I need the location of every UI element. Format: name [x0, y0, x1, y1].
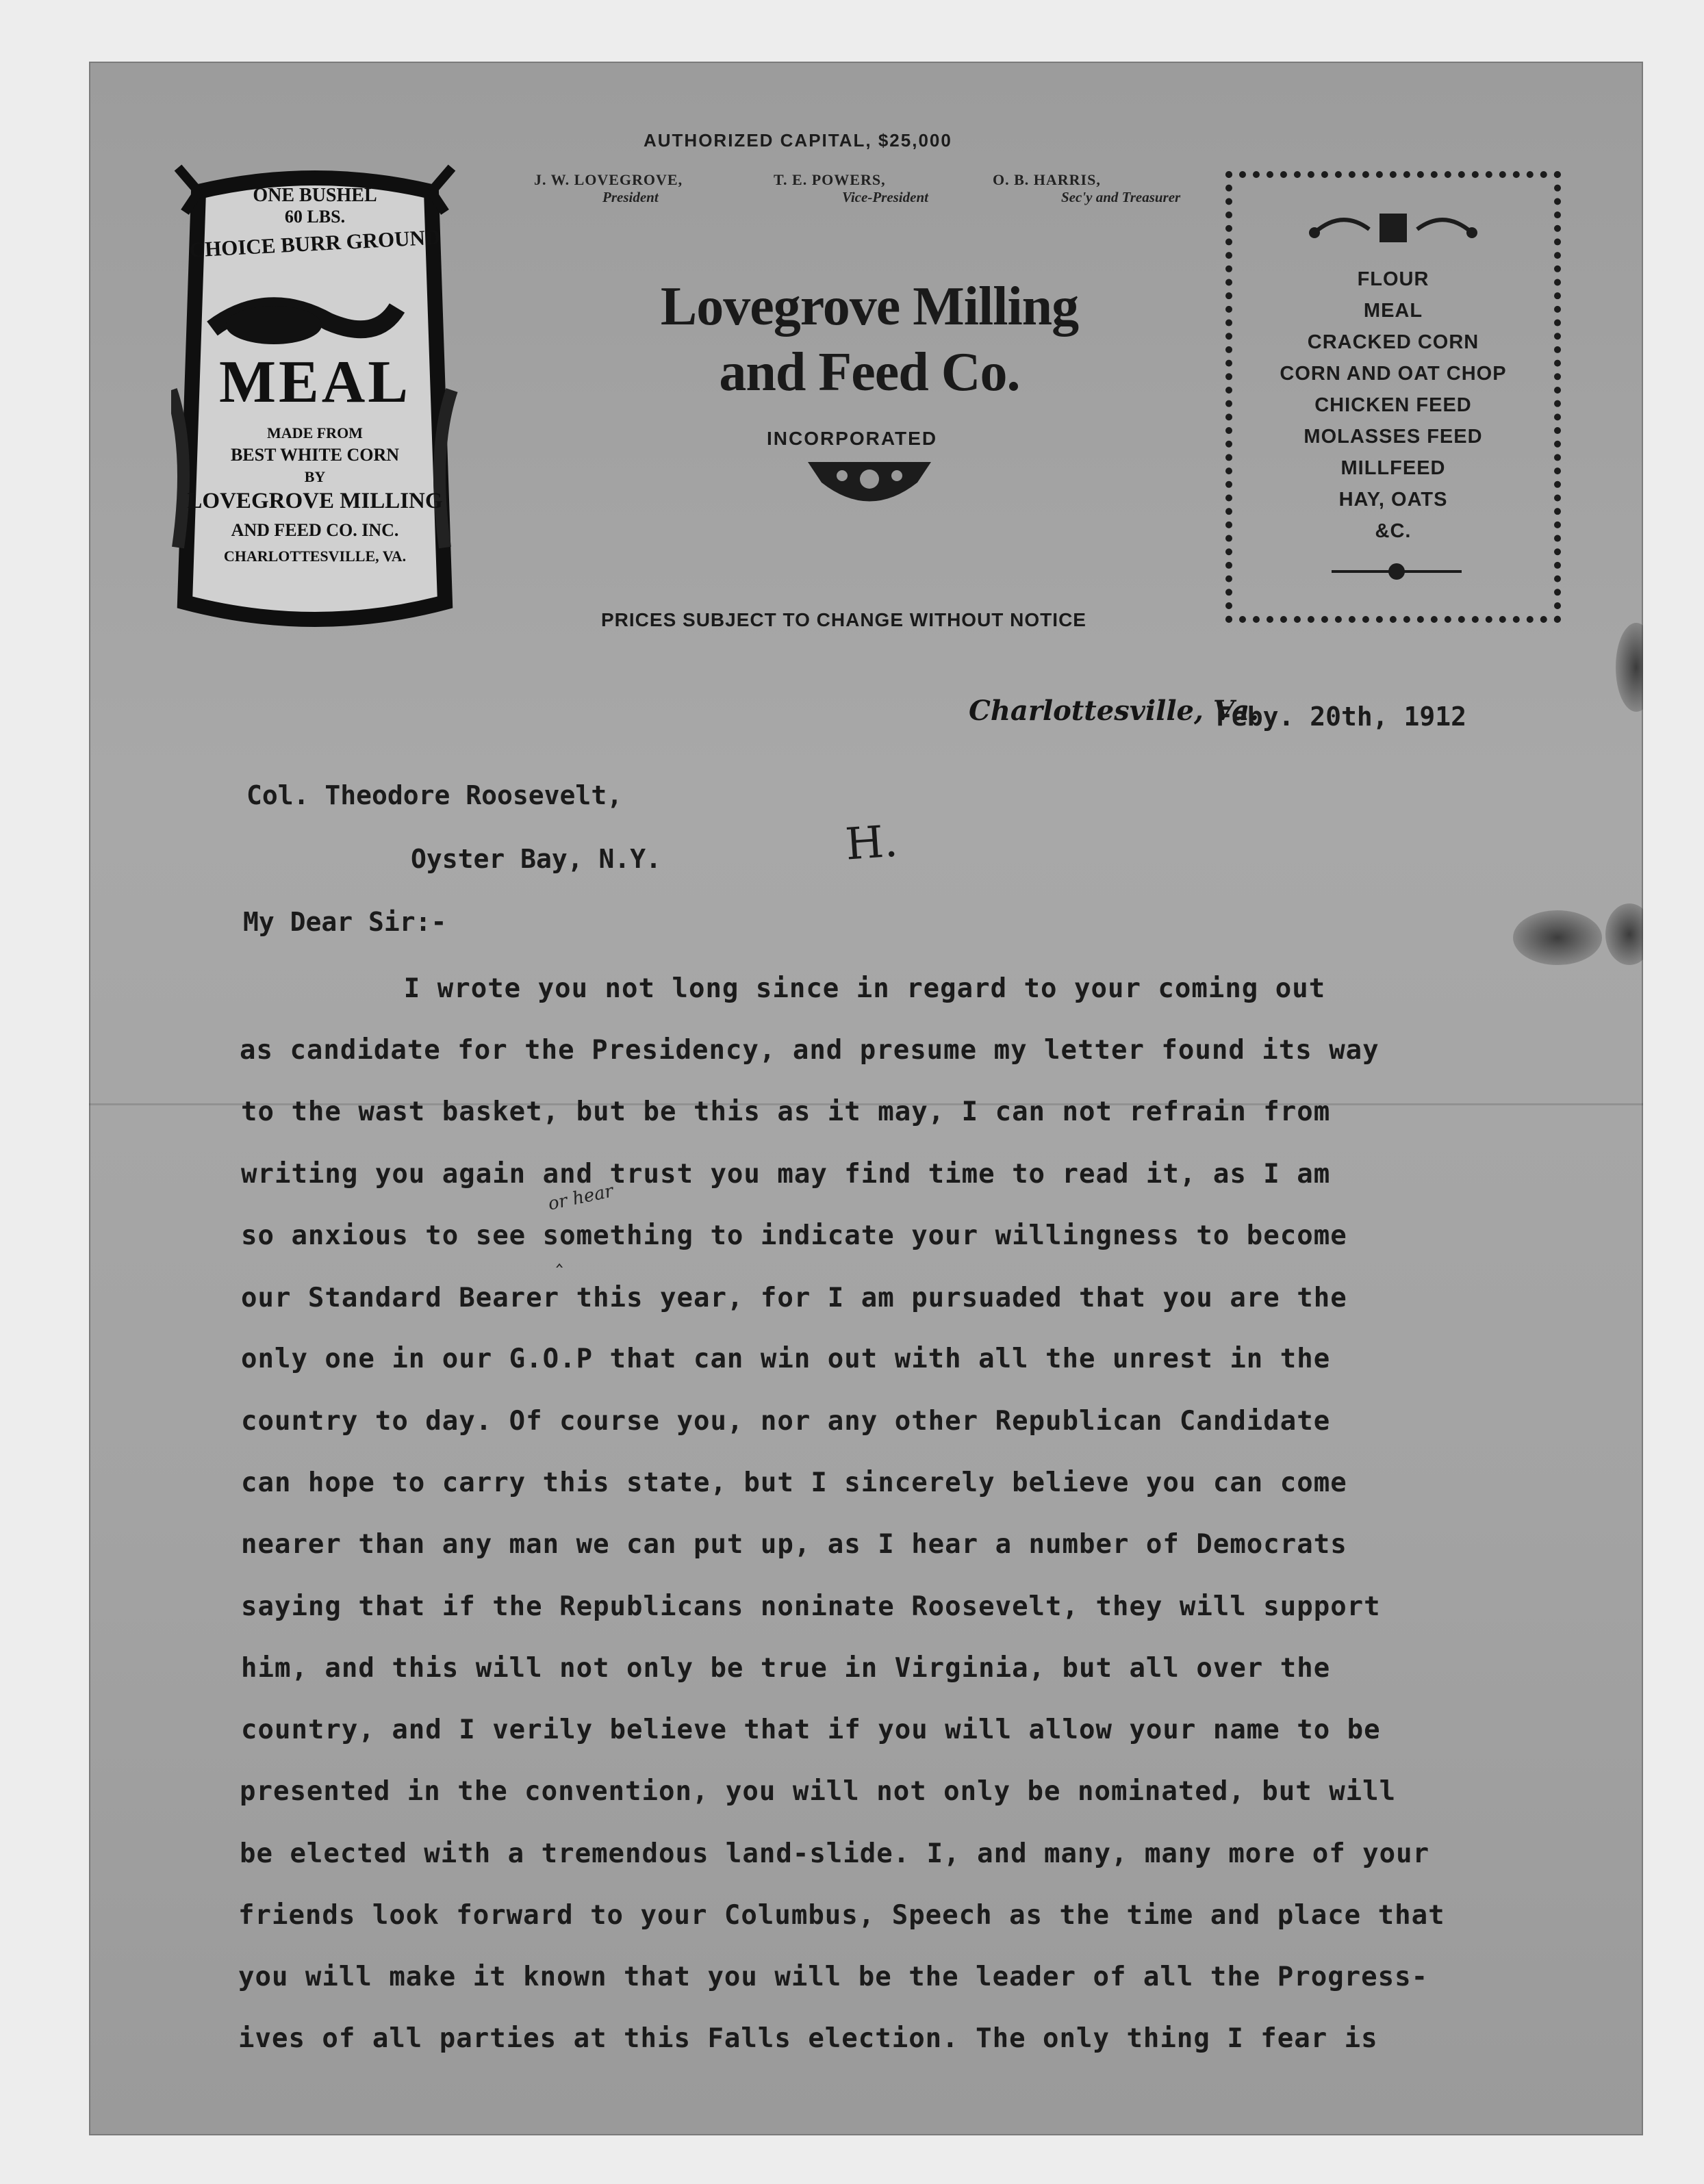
body-line: can hope to carry this state, but I sincerely believe you can come [241, 1467, 1347, 1498]
officer-name: J. W. LOVEGROVE, [534, 171, 683, 188]
body-line: friends look forward to your Columbus, Speech as the time and place that [238, 1900, 1445, 1931]
recipient-address: Oyster Bay, N.Y. [411, 844, 662, 874]
sack-line: 60 LBS. [284, 207, 346, 227]
sack-line: MADE FROM [267, 424, 363, 441]
sack-line: CHARLOTTESVILLE, VA. [223, 548, 407, 565]
officer-secretary [993, 171, 1180, 206]
body-line: so anxious to see something to indicate your willingness to become [241, 1220, 1347, 1251]
body-line: writing you again and trust you may find time to read it, as I am [241, 1159, 1331, 1190]
recipient-name: Col. Theodore Roosevelt, [246, 780, 623, 810]
officer-name: O. B. HARRIS, [993, 171, 1101, 188]
meal-sack-logo [171, 164, 459, 589]
body-line: you will make it known that you will be the leader of all the Progress- [238, 1962, 1429, 1992]
letter-page [89, 62, 1643, 2135]
incorporated-label: INCORPORATED [767, 428, 938, 449]
officer-title: Sec'y and Treasurer [1061, 189, 1181, 205]
product-item: MOLASSES FEED [1304, 426, 1483, 448]
body-line: presented in the convention, you will not only be nominated, but will [240, 1776, 1397, 1807]
officer-president [534, 171, 683, 206]
product-item: CORN AND OAT CHOP [1280, 363, 1507, 385]
divider-ornament-icon [1328, 558, 1465, 585]
body-line: country, and I verily believe that if you will allow your name to be [241, 1714, 1381, 1745]
stain [1616, 623, 1643, 712]
sack-line: BY [304, 468, 326, 485]
sack-line: AND FEED CO. INC. [231, 520, 399, 540]
body-line: him, and this will not only be true in Virginia, but all over the [241, 1653, 1331, 1684]
stain [1513, 910, 1602, 965]
officer-name: T. E. POWERS, [774, 171, 886, 188]
product-item: MILLFEED [1340, 457, 1446, 479]
prices-notice: PRICES SUBJECT TO CHANGE WITHOUT NOTICE [601, 609, 1086, 630]
officer-title: President [602, 189, 659, 205]
letter-place: Charlottesville, Va. [969, 695, 1260, 727]
sack-line: BEST WHITE CORN [230, 445, 400, 465]
scroll-ornament-icon [1301, 205, 1486, 253]
handwritten-insertion: or hear [546, 1181, 615, 1215]
body-line: saying that if the Republicans noninate Roosevelt, they will support [241, 1591, 1381, 1622]
sack-line: LOVEGROVE MILLING [187, 489, 443, 513]
product-item: FLOUR [1357, 268, 1429, 290]
body-line: only one in our G.O.P that can win out with all the unrest in the [241, 1344, 1331, 1374]
body-line: I wrote you not long since in regard to your coming out [236, 973, 1326, 1004]
product-item: MEAL [1363, 300, 1423, 322]
company-name-line2: and Feed Co. [719, 342, 1020, 402]
body-line: nearer than any man we can put up, as I hear a number of Democrats [241, 1529, 1347, 1560]
company-name [589, 274, 1150, 405]
handwritten-mark: H. [843, 816, 900, 871]
sack-line: ONE BUSHEL [253, 185, 377, 206]
product-item: &C. [1375, 520, 1412, 542]
products-box [1225, 171, 1561, 623]
body-line: ives of all parties at this Falls election. The only thing I fear is [238, 2023, 1378, 2054]
sack-meal: MEAL [219, 349, 411, 415]
ornament-icon [801, 455, 938, 520]
letter-date: Feby. 20th, 1912 [1216, 702, 1467, 732]
product-item: CHICKEN FEED [1314, 394, 1472, 416]
officer-vice-president [774, 171, 928, 206]
stain [1605, 903, 1643, 965]
officer-title: Vice-President [842, 189, 928, 205]
products-list [1232, 264, 1554, 547]
product-item: HAY, OATS [1338, 489, 1448, 511]
body-line: be elected with a tremendous land-slide. I, and many, many more of your [240, 1838, 1430, 1869]
salutation: My Dear Sir:- [243, 907, 447, 937]
company-name-line1: Lovegrove Milling [660, 277, 1079, 337]
authorized-capital: AUTHORIZED CAPITAL, $25,000 [644, 130, 952, 151]
product-item: CRACKED CORN [1307, 331, 1479, 353]
sack-line: CHOICE BURR GROUND [188, 224, 442, 262]
body-line: our Standard Bearer this year, for I am pursuaded that you are the [241, 1283, 1347, 1313]
body-line: as candidate for the Presidency, and presume my letter found its way [240, 1035, 1379, 1066]
body-line: to the wast basket, but be this as it may, I can not refrain from [241, 1096, 1331, 1127]
body-line: country to day. Of course you, nor any other Republican Candidate [241, 1406, 1331, 1437]
insertion-caret-icon: ‸ [556, 1244, 563, 1268]
